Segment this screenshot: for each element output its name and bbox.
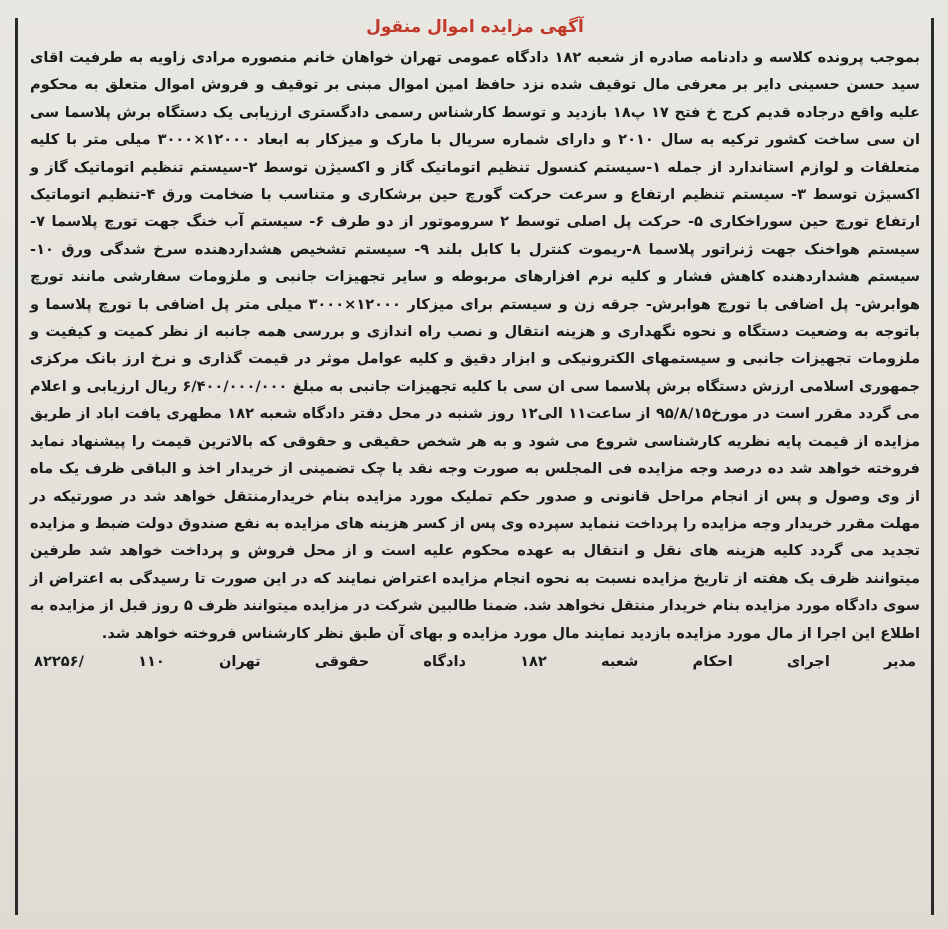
notice-body: بموجب پرونده کلاسه و دادنامه صادره از شعبه ۱۸۲ دادگاه عمومی تهران خواهان خانم منصوره مرادی زاویه به طرفیت اقای سید حسن حسینی دایر بر معرفی مال توقیف شده نزد حافظ امین اموال مبنی بر توقیف و فروش اموال متعلق به محکوم علیه واقع درجاده قدیم کرج خ فتح ۱۷ پ۱۸ بازدید و توسط کارشناس رسمی دادگستری ارزیابی یک دستگاه برش پلاسما سی ان سی ساخت کشور ترکیه به سال ۲۰۱۰ و دارای شماره سریال با مارک و میزکار به ابعاد ۱۲۰۰۰×۳۰۰۰ میلی متر با کلیه متعلقات و لوازم استاندارد از جمله ۱-سیستم کنسول تنظیم اتوماتیک گاز و اکسیژن توسط ۲-سیستم تنظیم اتوماتیک گاز و اکسیژن توسط ۳- سیستم تنظیم ارتفاع و سرعت حرکت گورچ حین برشکاری و متناسب با ضخامت ورق ۴-تنظیم اتوماتیک ارتفاع تورچ حین سوراخکاری ۵- حرکت پل اصلی توسط ۲ سروموتور از دو طرف ۶- سیستم آب خنگ جهت تورچ پلاسما ۷-سیستم هواخنک جهت ژنراتور پلاسما ۸-ریموت کنترل با کابل بلند ۹- سیستم تشخیص هشداردهنده سرخ شدگی ورق ۱۰-سیستم هشداردهنده کاهش فشار و کلیه نرم افزارهای مربوطه و سایر تجهیزات جانبی و ملزومات سفارشی مانند تورچ هوابرش- پل اضافی با تورچ هوابرش- جرقه زن و سیستم برای میزکار ۱۲۰۰۰×۳۰۰۰ میلی متر پل اضافی با تورچ پلاسما و باتوجه به وضعیت دستگاه و نحوه نگهداری و هزینه انتقال و نصب راه اندازی و بررسی همه جانبه از نظر کمیت و کیفیت و ملزومات تجهیزات جانبی و سیستمهای الکترونیکی و ابزار دقیق و کلیه عوامل موثر در قیمت گذاری و نرخ ارز بانک مرکزی جمهوری اسلامی ارزش دستگاه برش پلاسما سی ان سی با کلیه تجهیزات جانبی به مبلغ ۶/۴۰۰/۰۰۰/۰۰۰ ریال ارزیابی و اعلام می گردد مقرر است در مورخ۹۵/۸/۱۵ از ساعت۱۱ الی۱۲ روز شنبه در محل دفتر دادگاه شعبه ۱۸۲ مطهری یافت اباد از طریق مزایده از قیمت پایه نظریه کارشناسی شروع می شود و به هر شخص حقیقی و حقوقی که بالاترین قیمت را پیشنهاد نماید فروخته خواهد شد ده درصد وجه مزایده فی المجلس به صورت وجه نقد یا چک تضمینی از خریدار اخذ و الباقی ظرف یک ماه از وی وصول و پس از انجام مراحل قانونی و صدور حکم تملیک مورد مزایده بنام خریدارمنتقل خواهد شد در صورتیکه در مهلت مقرر خریدار وجه مزایده را پرداخت ننماید سپرده وی پس از کسر هزینه های مزایده به نفع صندوق دولت ضبط و مزایده تجدید می گردد کلیه هزینه های نقل و انتقال به عهده محکوم علیه است و از محل فروش و پرداخت خواهد شد طرفین میتوانند ظرف یک هفته از تاریخ مزایده نسبت به نحوه انجام مزایده اعتراض نمایند که در این صورت تا رسیدگی به اعتراض از سوی دادگاه مورد مزایده بنام خریدار منتقل نخواهد شد. ضمنا طالبین شرکت در مزایده میتوانند ظرف ۵ روز قبل از مزایده به اطلاع این اجرا از مال مورد مزایده بازدید نمایند مال مورد مزایده و بهای آن طبق نظر کارشناس فروخته خواهد شد. [30,49,921,642]
footer-reference-number: /۸۲۲۵۶ [34,652,84,670]
notice-footer [30,649,920,675]
footer-word-director: مدیر [883,652,916,670]
notice-title: آگهی مزایده اموال منقول [366,17,584,37]
footer-word-branch: شعبه [600,652,639,670]
border-line-left [15,18,18,915]
border-line-right [931,18,934,915]
footer-word-execution: اجرای [786,652,830,670]
footer-branch-number: ۱۸۲ [520,652,547,670]
footer-code: ۱۱۰ [138,652,165,670]
footer-word-court: دادگاه [423,652,466,670]
footer-word-rulings: احکام [692,652,733,670]
footer-word-tehran: تهران [218,652,261,670]
footer-word-civil: حقوقی [314,652,370,670]
